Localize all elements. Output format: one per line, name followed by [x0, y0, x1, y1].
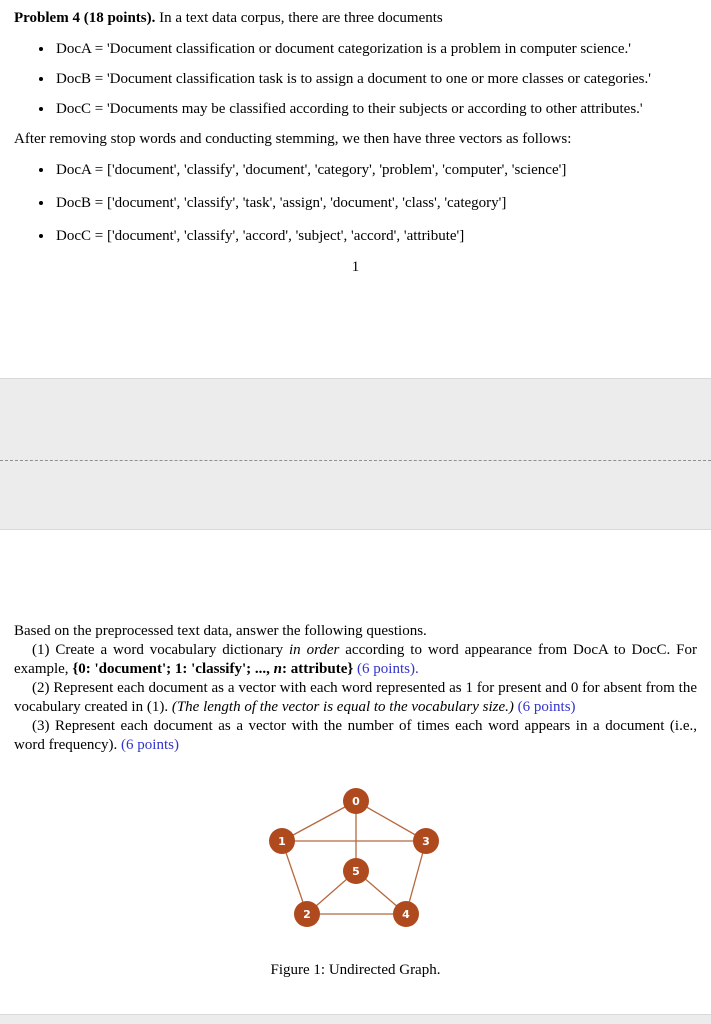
text-run-italic: (The length of the vector is equal to the vocabulary size.)	[171, 699, 514, 715]
text-run: (1) Create a word vocabulary dictionary	[32, 642, 289, 658]
text-run: according to word appearance from DocA to DocC. For example,	[14, 642, 697, 677]
document-definitions-list	[14, 39, 697, 120]
pdf-page-1	[0, 0, 711, 378]
list-item-vector-docb: • DocB = ['document', 'classify', 'task', 'assign', 'document', 'class', 'category']	[54, 193, 697, 214]
graph-node-label: 4	[401, 907, 410, 921]
graph-node-label: 0	[351, 794, 360, 808]
text-run-bold: {0: 'document'; 1: 'classify'; ...,	[72, 661, 274, 677]
page-break-dashed-line	[0, 460, 711, 461]
points-annotation: (6 points)	[121, 737, 179, 753]
list-item-docc: • DocC = 'Documents may be classified according to their subjects or according to other attributes.'	[54, 99, 697, 120]
list-item-vector-doca: • DocA = ['document', 'classify', 'document', 'category', 'problem', 'computer', 'science']	[54, 160, 697, 181]
stemming-intro: After removing stop words and conducting stemming, we then have three vectors as follows:	[14, 131, 572, 147]
figure-1	[14, 785, 697, 940]
vector-list	[14, 160, 697, 247]
graph-node-label: 1	[277, 834, 286, 848]
text-run-bold-italic: n	[273, 661, 282, 677]
page-number: 1	[351, 259, 360, 275]
graph-node-label: 2	[302, 907, 311, 921]
list-item-docb: • DocB = 'Document classification task is to assign a document to one or more classes or categories.'	[54, 69, 697, 90]
problem-label: Problem 4 (18 points).	[14, 10, 156, 26]
question-2	[14, 679, 697, 717]
points-annotation: (6 points).	[353, 661, 419, 677]
page-gap	[0, 378, 711, 530]
problem-intro-text: In a text data corpus, there are three documents	[155, 10, 443, 26]
page-2-content	[14, 622, 697, 979]
points-annotation: (6 points)	[513, 699, 576, 715]
list-item-doca: • DocA = 'Document classification or document categorization is a problem in computer science.'	[54, 39, 697, 60]
figure-caption: Figure 1: Undirected Graph.	[270, 962, 441, 978]
problem-heading	[14, 8, 697, 29]
questions-intro: Based on the preprocessed text data, answer the following questions.	[14, 623, 427, 639]
graph-node-label: 3	[421, 834, 430, 848]
question-1	[14, 641, 697, 679]
text-run: (2) Represent each document as a vector with each word represented as 1 for present and 0 for absent from the vocabulary created in (1).	[14, 680, 697, 715]
undirected-graph-svg	[266, 785, 446, 935]
graph-node-label: 5	[351, 864, 360, 878]
text-run-italic: in order	[289, 642, 340, 658]
next-page-gap	[0, 1014, 711, 1024]
text-run-bold: : attribute}	[281, 661, 354, 677]
question-3	[14, 717, 697, 755]
text-run: (3) Represent each document as a vector with the number of times each word appears in a document (i.e., word frequency).	[14, 718, 697, 753]
pdf-page-2	[0, 530, 711, 1014]
list-item-vector-docc: • DocC = ['document', 'classify', 'accord', 'subject', 'accord', 'attribute']	[54, 226, 697, 247]
